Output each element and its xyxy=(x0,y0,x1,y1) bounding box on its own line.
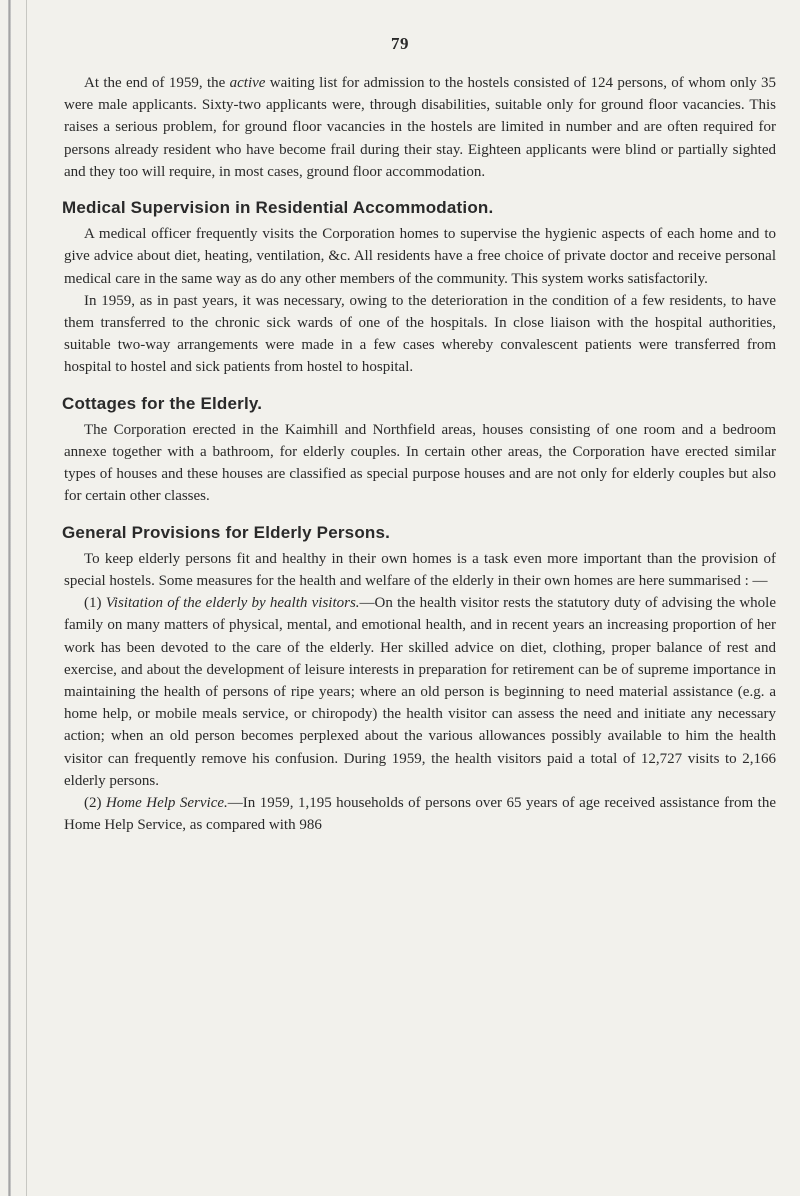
medical-supervision-heading: Medical Supervision in Residential Accommodation. xyxy=(62,198,494,218)
medical-supervision-paragraph-2: In 1959, as in past years, it was necessary, owing to the deterioration in the condition of a few residents, to have them transferred to the chronic sick wards of one of the hospitals. In close liaison with the hospital authorities, suitable two-way arrangements were made in a few cases whereby convalescent patients were transferred from hospital to hostel and sick patients from hostel to hospital. xyxy=(64,292,776,376)
item-1-number: (1) xyxy=(84,595,106,612)
intro-emphasis: active xyxy=(229,75,266,91)
medical-supervision-paragraph-1: A medical officer frequently visits the Corporation homes to supervise the hygienic aspects of each home and to give advice about diet, heating, ventilation, &c. All residents have a free choice of private doctor and receive personal medical care in the same way as do any other members of the community. This system works satisfactorily. xyxy=(64,226,776,287)
cottages-paragraph: The Corporation erected in the Kaimhill and Northfield areas, houses consisting of one room and a bedroom annexe together with a bathroom, for elderly couples. In certain other areas, the Corporation have erected similar types of houses and these houses are classified as special purpose houses and are not only for elderly couples but also for certain other classes. xyxy=(64,421,776,505)
document-body xyxy=(64,72,776,837)
general-provisions-paragraph: To keep elderly persons fit and healthy in their own homes is a task even more important than the provision of special hostels. Some measures for the health and welfare of the elderly in their own homes are here summarised : — xyxy=(64,550,776,590)
provision-item-health-visitors xyxy=(64,592,776,792)
cottages-heading: Cottages for the Elderly. xyxy=(62,393,263,413)
item-1-text: —On the health visitor rests the statutory duty of advising the whole family on many matters of physical, mental, and emotional health, and in recent years an increasing proportion of her work has been devoted to the care of the elderly. Her skilled advice on diet, clothing, proper balance of rest and exercise, and about the development of leisure interests in preparation for retirement can be of supreme importance in maintaining the health of persons of ripe years; where an old person is beginning to need material assistance (e.g. a home help, or mobile meals service, or chiropody) the health visitor can assess the need and initiate any necessary action; when an old person becomes perplexed about the various allowances possibly available to him the health visitor can frequently remove his confusion. During 1959, the health visitors paid a total of 12,727 visits to 2,166 elderly persons. xyxy=(64,595,776,789)
page-number: 79 xyxy=(391,34,409,53)
item-2-title: Home Help Service. xyxy=(105,795,228,812)
item-2-number: (2) xyxy=(84,795,106,812)
intro-paragraph xyxy=(64,72,776,183)
intro-text-before: At the end of 1959, the xyxy=(84,75,230,91)
provision-item-home-help xyxy=(64,792,776,836)
item-1-title: Visitation of the elderly by health visitors. xyxy=(105,595,360,612)
provision-item-2-paragraph xyxy=(64,792,776,836)
page-edge-shadow xyxy=(8,0,11,1196)
intro-text-after: waiting list for admission to the hostels consisted of 124 persons, of whom only 35 were male applicants. Sixty-two applicants were, through disabilities, suitable only for ground floor vacancies. This raises a serious problem, for ground floor vacancies in the hostels are limited in number and are often required for persons already resident who have become frail during their stay. Eighteen applicants were blind or partially sighted and they too will require, in most cases, ground floor accommodation. xyxy=(64,75,776,180)
provision-item-1-paragraph xyxy=(64,592,776,792)
item-2-text: —In 1959, 1,195 households of persons over 65 years of age received assistance from the Home Help Service, as compared with 986 xyxy=(64,795,777,834)
general-provisions-heading: General Provisions for Elderly Persons. xyxy=(62,522,391,542)
page-edge-line xyxy=(26,0,27,1196)
